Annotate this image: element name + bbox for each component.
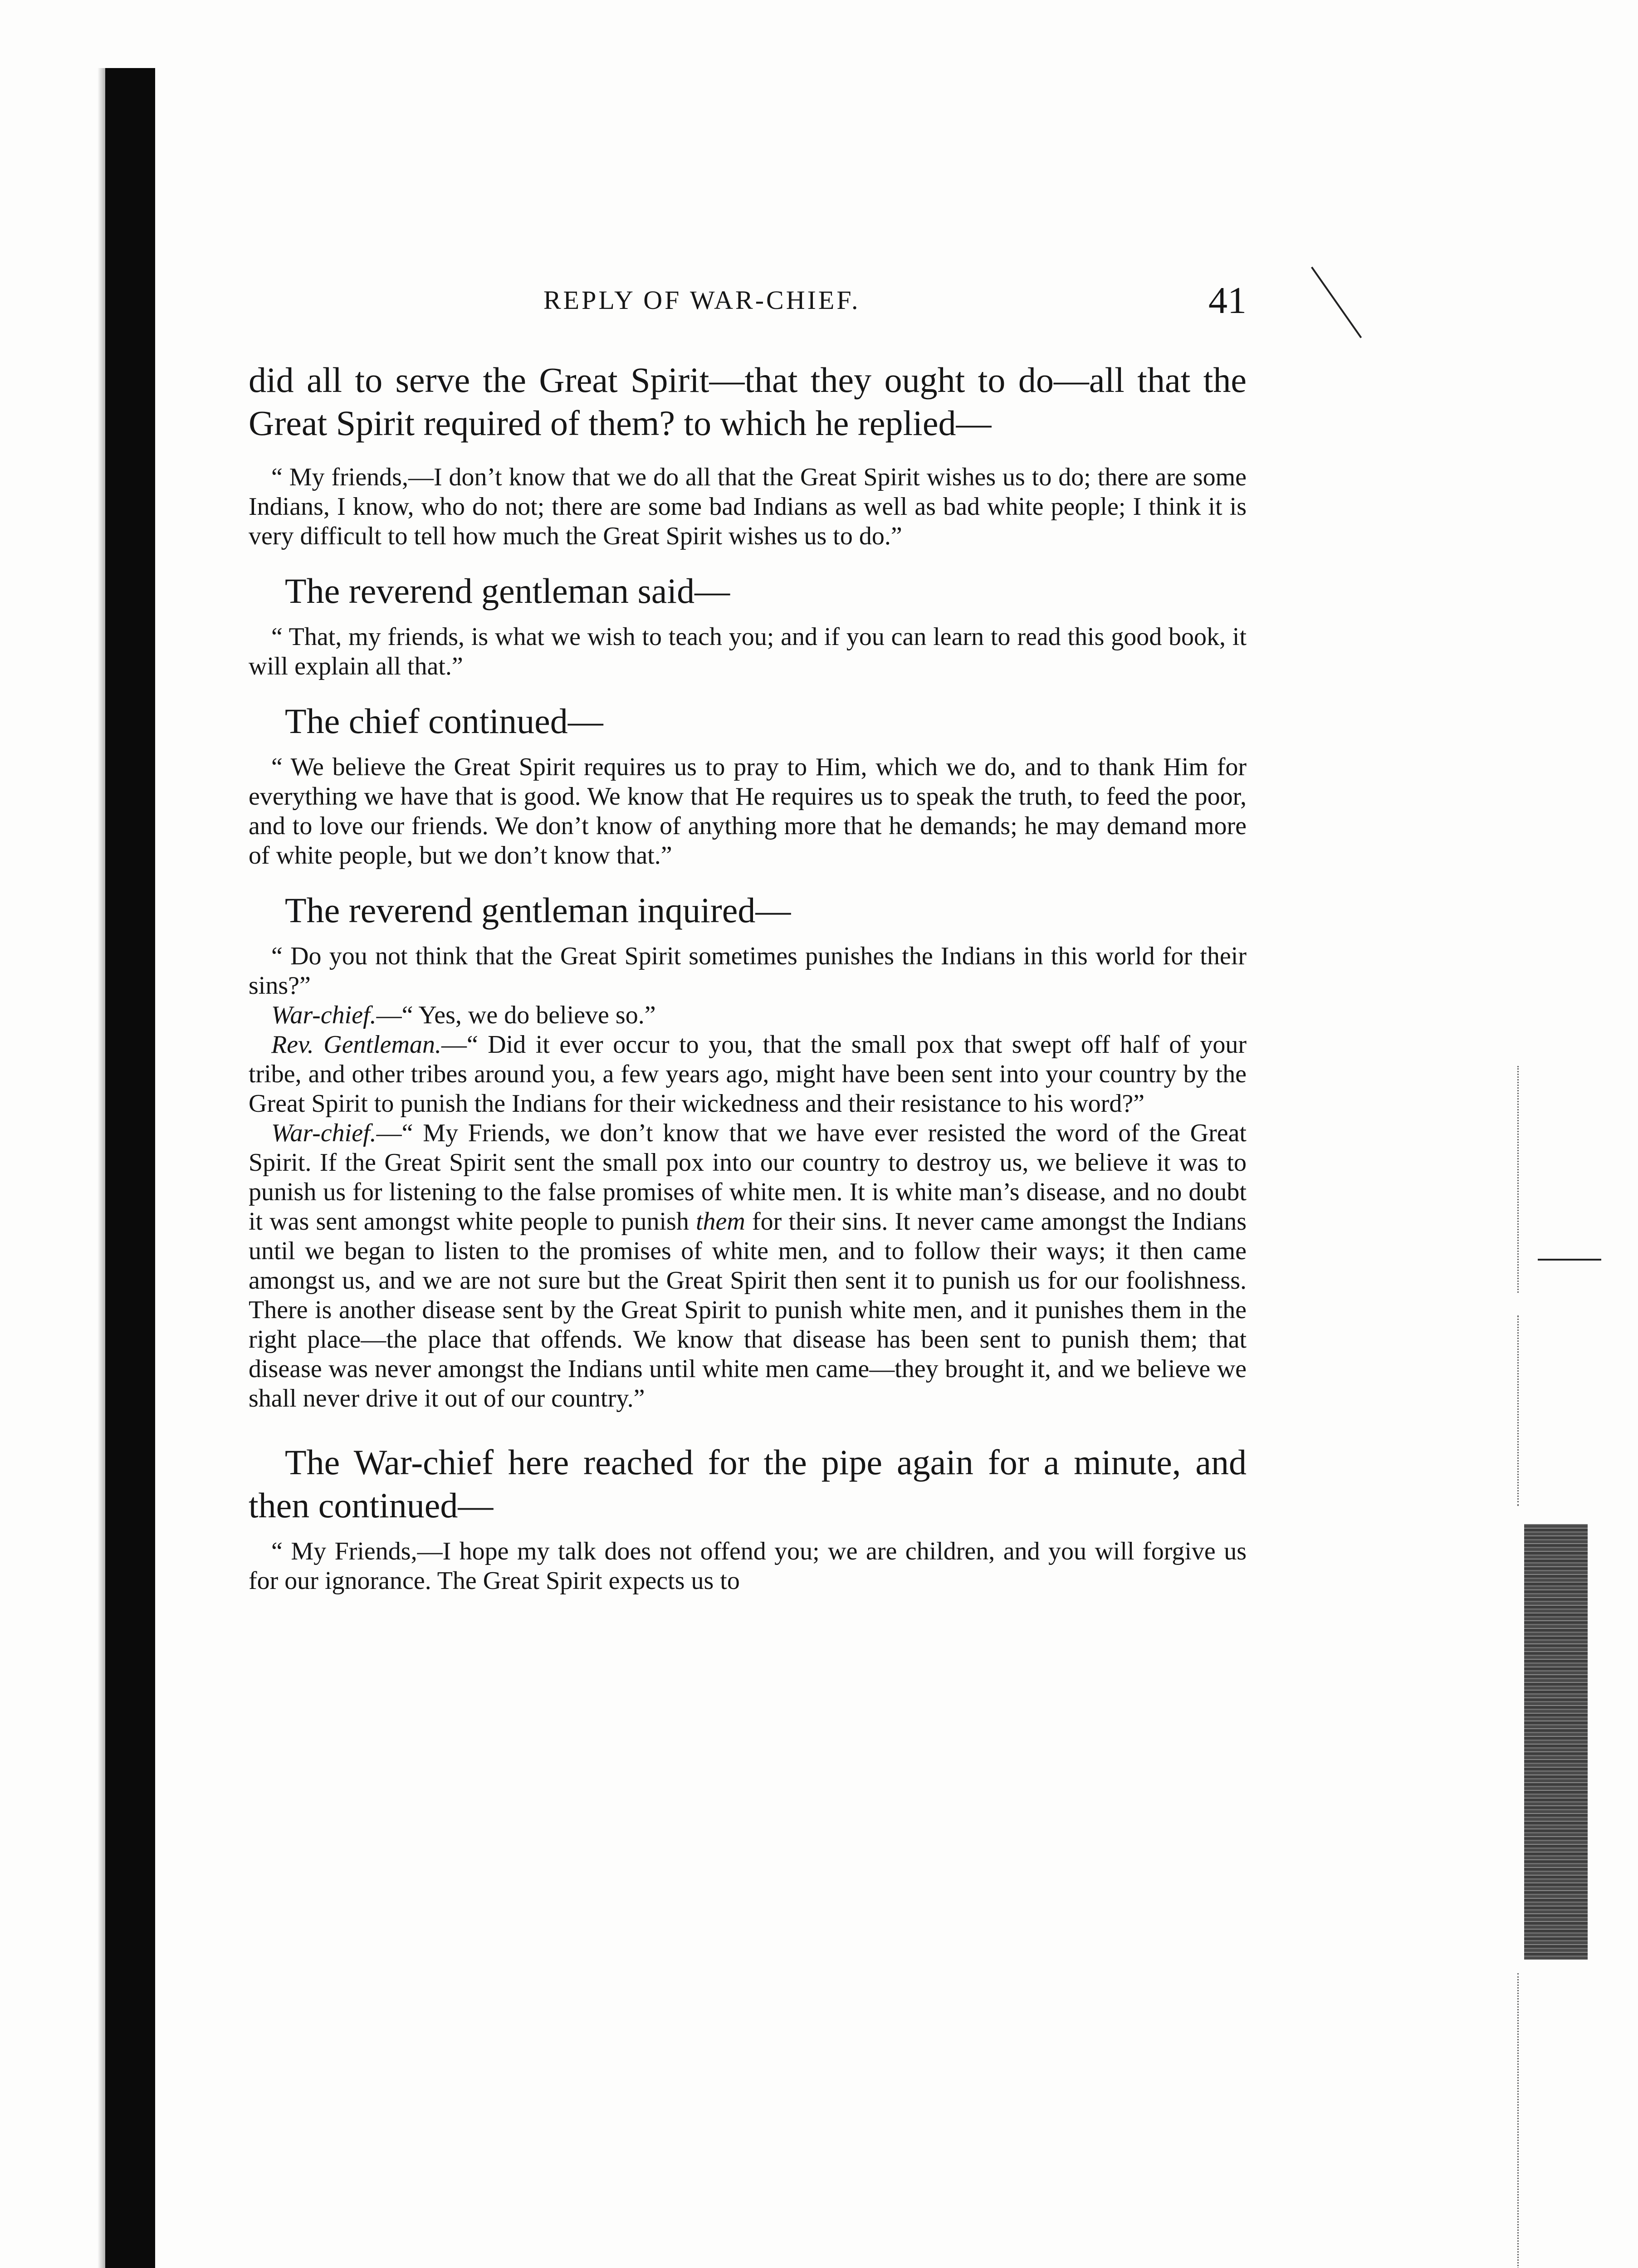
exchange-war-chief-2 [249, 1119, 1247, 1413]
binding-edge [105, 68, 155, 2268]
opening-paragraph: did all to serve the Great Spirit—that they ought to do—all that the Great Spirit required of them? to which he replied— [249, 360, 1247, 443]
speech-text: —“ Yes, we do believe so.” [376, 1001, 656, 1029]
speech-text: —“ Did it ever occur to you, that the small pox that swept off half of your tribe, and other tribes around you, a few years ago, might have been sent into your country by the Great Spirit to punish the Indians for their wickedness and their resistance to his word?” [249, 1031, 1247, 1118]
quote-reverend-1: “ That, my friends, is what we wish to teach you; and if you can learn to read this good book, it will explain all that.” [249, 623, 1247, 680]
show-through-strip [1524, 1524, 1588, 1960]
margin-dots-lower [1517, 1973, 1522, 2268]
emphasis-them: them [695, 1207, 745, 1236]
exchange-reverend-1 [249, 1030, 1247, 1119]
narration-chief-continued: The chief continued— [285, 701, 603, 741]
margin-dots-middle [1517, 1315, 1522, 1506]
quote-war-chief-1: “ My friends,—I don’t know that we do all that the Great Spirit wishes us to do; there are some Indians, I know, who do not; there are some bad Indians as well as bad white people; I think it is very difficult to tell how much the Great Spirit wishes us to do.” [249, 463, 1247, 550]
exchange-war-chief-1 [249, 1001, 1247, 1030]
margin-dots-upper [1517, 1066, 1522, 1293]
margin-rule [1538, 1259, 1601, 1261]
speaker-label: Rev. Gentleman. [271, 1031, 441, 1059]
narration-reverend-said: The reverend gentleman said— [285, 571, 730, 611]
speaker-label: War-chief. [271, 1119, 376, 1147]
running-head [249, 281, 1247, 322]
speech-text-continued: for their sins. It never came amongst the Indians until we began to listen to the promises of white men, and to follow their ways; it then came amongst us, and we are not sure but the Great Spirit then sent it to punish us for our foolishness. There is another disease sent by the Great Spirit to punish white men, and it punishes them in the right place—the place that offends. We know that disease has been sent to punish them; that disease was never amongst the Indians until white men came—they brought it, and we believe we shall never drive it out of our country.” [249, 1207, 1247, 1413]
narration-reverend-inquired: The reverend gentleman inquired— [285, 890, 791, 930]
stray-pen-mark [1311, 267, 1362, 338]
quote-war-chief-3: “ My Friends,—I hope my talk does not offend you; we are children, and you will forgive us for our ignorance. The Great Spirit expects us to [249, 1537, 1247, 1595]
text-block [249, 358, 1247, 1596]
quote-reverend-2: “ Do you not think that the Great Spirit sometimes punishes the Indians in this world for their sins?” [249, 942, 1247, 1000]
speech-text: —“ My Friends, we don’t know that we have ever resisted the word of the Great Spirit. If the Great Spirit sent the small pox into our country to destroy us, we believe it was to punish us for listening to the false promises of white men. It is white man’s disease, and no doubt it was sent amongst white people to punish [249, 1119, 1247, 1236]
running-title: REPLY OF WAR-CHIEF. [543, 285, 861, 315]
quote-war-chief-2: “ We believe the Great Spirit requires us to pray to Him, which we do, and to thank Him for everything we have that is good. We know that He requires us to speak the truth, to feed the poor, and to love our friends. We don’t know of anything more that he demands; he may demand more of white people, but we don’t know that.” [249, 753, 1247, 870]
speaker-label: War-chief. [271, 1001, 376, 1029]
narration-war-chief-pipe: The War-chief here reached for the pipe again for a minute, and then continued— [249, 1442, 1247, 1525]
page-number: 41 [1208, 279, 1247, 322]
